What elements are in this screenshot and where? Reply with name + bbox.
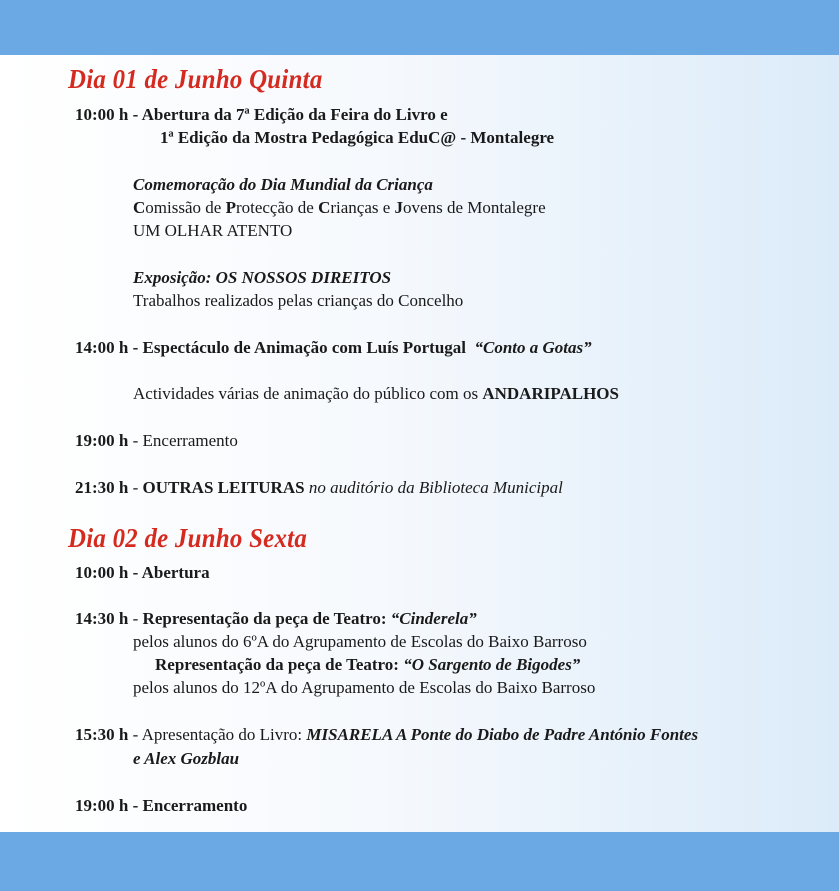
day2-event3-label: Apresentação do Livro:	[141, 725, 307, 744]
day2-heading: Dia 02 de Junho Sexta	[68, 523, 308, 553]
day1-event2-time: 14:00 h -	[75, 338, 143, 357]
cpcj-rest-1: omissão de	[145, 198, 226, 217]
day1-event4	[75, 477, 563, 498]
day1-event1-text: Abertura da 7ª Edição da Feira do Livro e	[141, 105, 448, 124]
day1-olhar-atento: UM OLHAR ATENTO	[133, 221, 293, 240]
day1-event3-time: 19:00 h	[75, 431, 129, 450]
day2-event3	[75, 724, 698, 745]
day2-event2-label: Representação da peça de Teatro:	[142, 609, 391, 628]
day1-event1-line2: 1ª Edição da Mostra Pedagógica EduC@ - Montalegre	[160, 128, 555, 147]
day2-event3-book: MISARELA A Ponte do Diabo de Padre António Fontes	[306, 725, 699, 744]
day1-heading: Dia 01 de Junho Quinta	[68, 64, 323, 94]
day1-expo-desc: Trabalhos realizados pelas crianças do Concelho	[133, 291, 464, 310]
day2-event2b-by: pelos alunos do 12ºA do Agrupamento de Escolas do Baixo Barroso	[133, 678, 596, 697]
top-banner	[0, 0, 839, 55]
day2-event3-sep: -	[128, 725, 142, 744]
day1-event4-bold: OUTRAS LEITURAS	[142, 478, 305, 497]
day1-event2-text: Espectáculo de Animação com Luís Portugal	[142, 338, 466, 357]
day1-event2	[75, 337, 592, 358]
day1-event4-place: no auditório da Biblioteca Municipal	[304, 478, 563, 497]
day2-event2-by: pelos alunos do 6ºA do Agrupamento de Escolas do Baixo Barroso	[133, 632, 587, 651]
day1-event4-sep: -	[128, 478, 143, 497]
day2-event2b	[155, 654, 580, 675]
day1-activities-group: ANDARIPALHOS	[482, 384, 619, 403]
day1-activities-text: Actividades várias de animação do público com os	[133, 384, 483, 403]
cpcj-initial-3: C	[318, 198, 331, 217]
day1-cpcj-line	[133, 197, 546, 218]
day2-event2b-label: Representação da peça de Teatro:	[155, 655, 404, 674]
day1-event3-text: - Encerramento	[128, 431, 238, 450]
cpcj-rest-3: rianças e	[330, 198, 395, 217]
day1-event4-time: 21:30 h	[75, 478, 129, 497]
day1-event1-time: 10:00 h -	[75, 105, 142, 124]
day1-commemoration-title: Comemoração do Dia Mundial da Criança	[133, 175, 433, 194]
day2-event3-time: 15:30 h	[75, 725, 129, 744]
day1-expo-title: Exposição: OS NOSSOS DIREITOS	[133, 268, 392, 287]
day2-event2b-play: “O Sargento de Bigodes”	[403, 655, 581, 674]
day2-event3-book-cont: e Alex Gozblau	[133, 749, 240, 768]
day2-event1: 10:00 h - Abertura	[75, 563, 210, 582]
day2-event4: 19:00 h - Encerramento	[75, 796, 248, 815]
cpcj-rest-2: rotecção de	[235, 198, 319, 217]
bottom-banner	[0, 832, 839, 891]
day1-activities	[133, 383, 619, 404]
day1-event1-line1	[75, 104, 448, 125]
day1-event3	[75, 430, 238, 451]
day2-event2-time: 14:30 h	[75, 609, 129, 628]
day2-event2	[75, 608, 477, 629]
day2-event2-sep: -	[128, 609, 143, 628]
cpcj-rest-4: ovens de Montalegre	[403, 198, 546, 217]
day1-event2-title: “Conto a Gotas”	[474, 338, 592, 357]
cpcj-initial-4: J	[394, 198, 404, 217]
day2-event2-play: “Cinderela”	[390, 609, 477, 628]
cpcj-initial-1: C	[133, 198, 146, 217]
cpcj-initial-2: P	[225, 198, 236, 217]
